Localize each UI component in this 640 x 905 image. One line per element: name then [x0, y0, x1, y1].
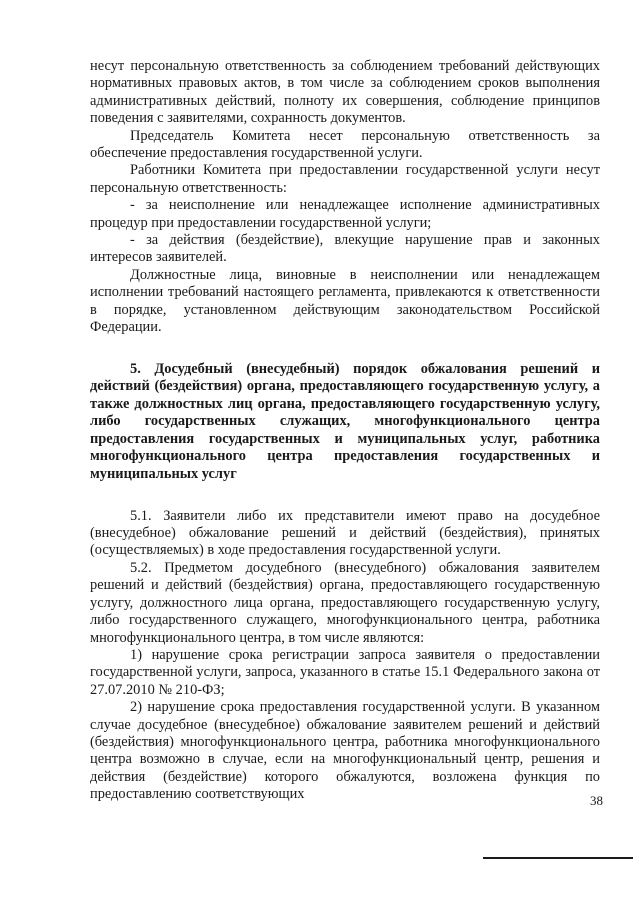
paragraph-officials-liability: Должностные лица, виновные в неисполнении или ненадлежащем исполнении требований настоящего регламента, привлекаются к ответственности в порядке, установленном действующим законодательством Российской Федерации. — [90, 266, 600, 336]
section-5-heading-wrap — [90, 361, 600, 484]
paragraph-5-1: 5.1. Заявители либо их представители имеют право на досудебное (внесудебное) обжалование решений и действий (бездействия), принятых (осуществляемых) в ходе предоставления государственной услуги. — [90, 507, 600, 559]
page-number: 38 — [590, 793, 603, 808]
paragraph-chairman-responsibility: Председатель Комитета несет персональную ответственность за обеспечение предоставления государственной услуги. — [90, 127, 600, 162]
list-item-registration-violation: 1) нарушение срока регистрации запроса заявителя о предоставлении государственной услуги, запроса, указанного в статье 15.1 Федерального закона от 27.07.2010 № 210-ФЗ; — [90, 646, 600, 698]
section-5-body — [90, 508, 600, 804]
footer-divider — [483, 857, 633, 859]
list-item-actions-violation: - за действия (бездействие), влекущие нарушение прав и законных интересов заявителей. — [90, 232, 600, 266]
section-5-heading: 5. Досудебный (внесудебный) порядок обжалования решений и действий (бездействия) органа, предоставляющего государственную услугу, а также должностных лиц органа, предоставляющего государственную услугу, либо государственных служащих, многофункционального центра предоставления государственных и муниципальных услуг, работника многофункционального центра предоставления государственных и муниципальных услуг — [90, 360, 600, 483]
list-item-term-violation: 2) нарушение срока предоставления государственной услуги. В указанном случае досудебное (внесудебное) обжалование заявителем решений и действий (бездействия) многофункционального центра, работника многофункционального центра возможно в случае, если на многофункциональный центр, решения и действия (бездействие) которого обжалуются, возложена функция по предоставлению соответствующих — [90, 699, 600, 803]
paragraph-responsibility-intro: несут персональную ответственность за соблюдением требований действующих нормативных правовых актов, в том числе за соблюдением сроков выполнения административных действий, полноту их совершения, соблюдение принципов поведения с заявителями, сохранность документов. — [90, 58, 600, 127]
list-item-nonperformance: - за неисполнение или ненадлежащее исполнение административных процедур при предоставлении государственной услуги; — [90, 197, 600, 231]
paragraph-5-2: 5.2. Предметом досудебного (внесудебного) обжалования заявителем решений и действий (бездействия) органа, предоставляющего государственную услугу, должностного лица органа, предоставляющего государственную услугу, либо государственного служащего, многофункционального центра, работника многофункционального центра, в том числе являются: — [90, 559, 600, 646]
document-page — [90, 58, 600, 804]
paragraph-employees-responsibility: Работники Комитета при предоставлении государственной услуги несут персональную ответственность: — [90, 162, 600, 196]
